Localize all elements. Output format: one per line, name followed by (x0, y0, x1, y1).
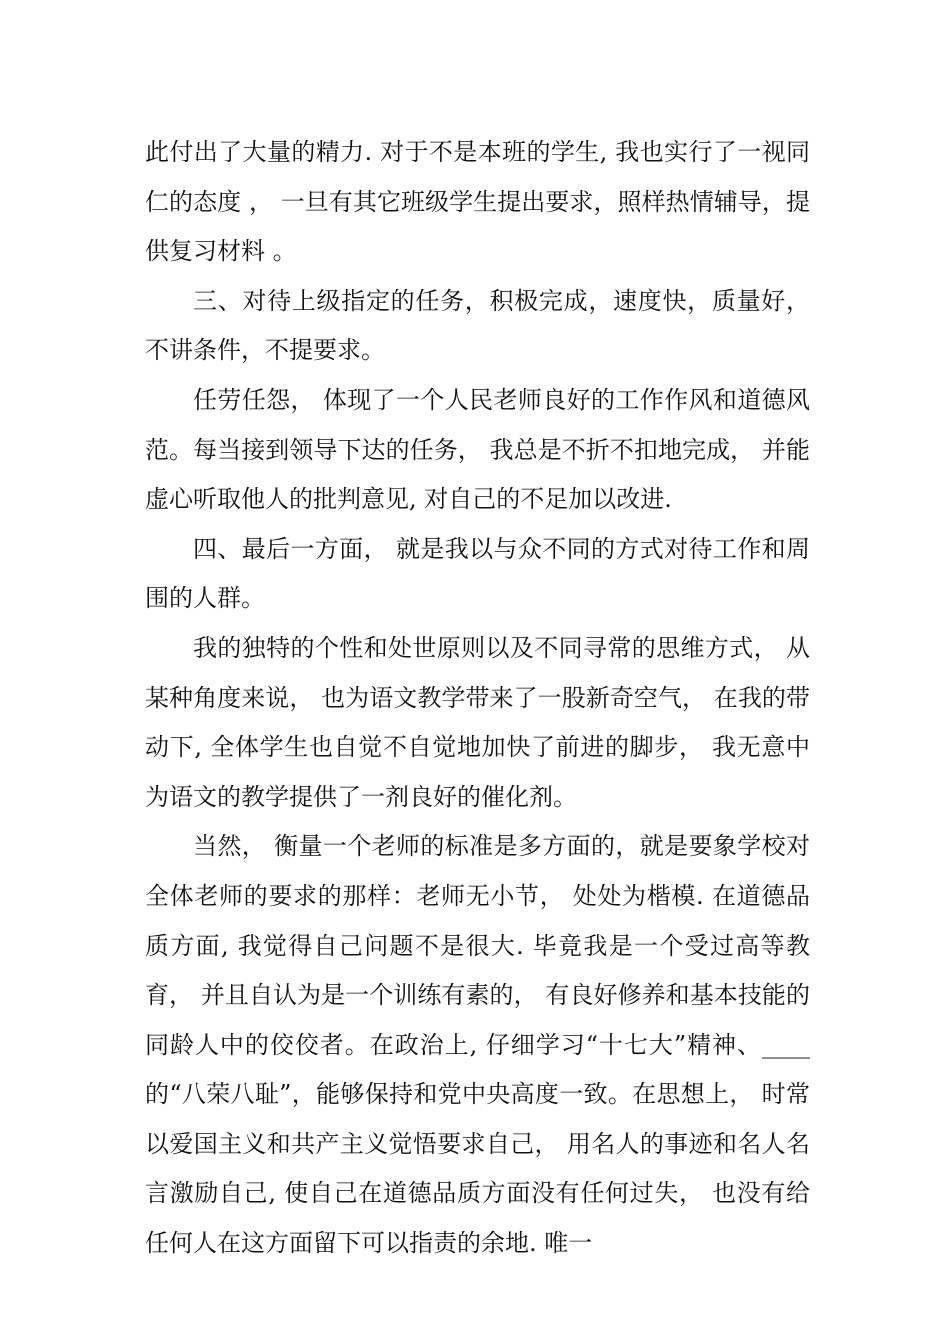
paragraph-3: 任劳任怨， 体现了一个人民老师良好的工作作风和道德风范。每当接到领导下达的任务， 我总是不折不扣地完成， 并能虚心听取他人的批判意见, 对自己的不足加以改进. (145, 385, 810, 514)
paragraph-2: 三、对待上级指定的任务，积极完成，速度快，质量好，不讲条件，不提要求。 (145, 286, 810, 365)
paragraph-1: 此付出了大量的精力. 对于不是本班的学生, 我也实行了一视同仁的态度 ， 一旦有其它班级学生提出要求，照样热情辅导，提供复习材料 。 (145, 138, 810, 266)
document-body (145, 128, 810, 1269)
paragraph-6: 当然， 衡量一个老师的标准是多方面的，就是要象学校对全体老师的要求的那样：老师无小节， 处处为楷模. 在道德品质方面, 我觉得自己问题不是很大. 毕竟我是一个受过高等教育， 并且自认为是一个训练有素的， 有良好修养和基本技能的同龄人中的佼佼者。在政治上, 仔细学习“十七大”精神、____的“八荣八耻”，能够保持和党中央高度一致。在思想上， 时常以爱国主义和共产主义觉悟要求自己， 用名人的事迹和名人名言激励自己, 使自己在道德品质方面没有任何过失， 也没有给任何人在这方面留下可以指责的余地. 唯一 (145, 832, 810, 1258)
paragraph-4: 四、最后一方面， 就是我以与众不同的方式对待工作和周围的人群。 (145, 534, 810, 613)
paragraph-5: 我的独特的个性和处世原则以及不同寻常的思维方式， 从某种角度来说， 也为语文教学带来了一股新奇空气， 在我的带 动下, 全体学生也自觉不自觉地加快了前进的脚步， 我无意中为语文的教学提供了一剂良好的催化剂。 (145, 633, 810, 811)
